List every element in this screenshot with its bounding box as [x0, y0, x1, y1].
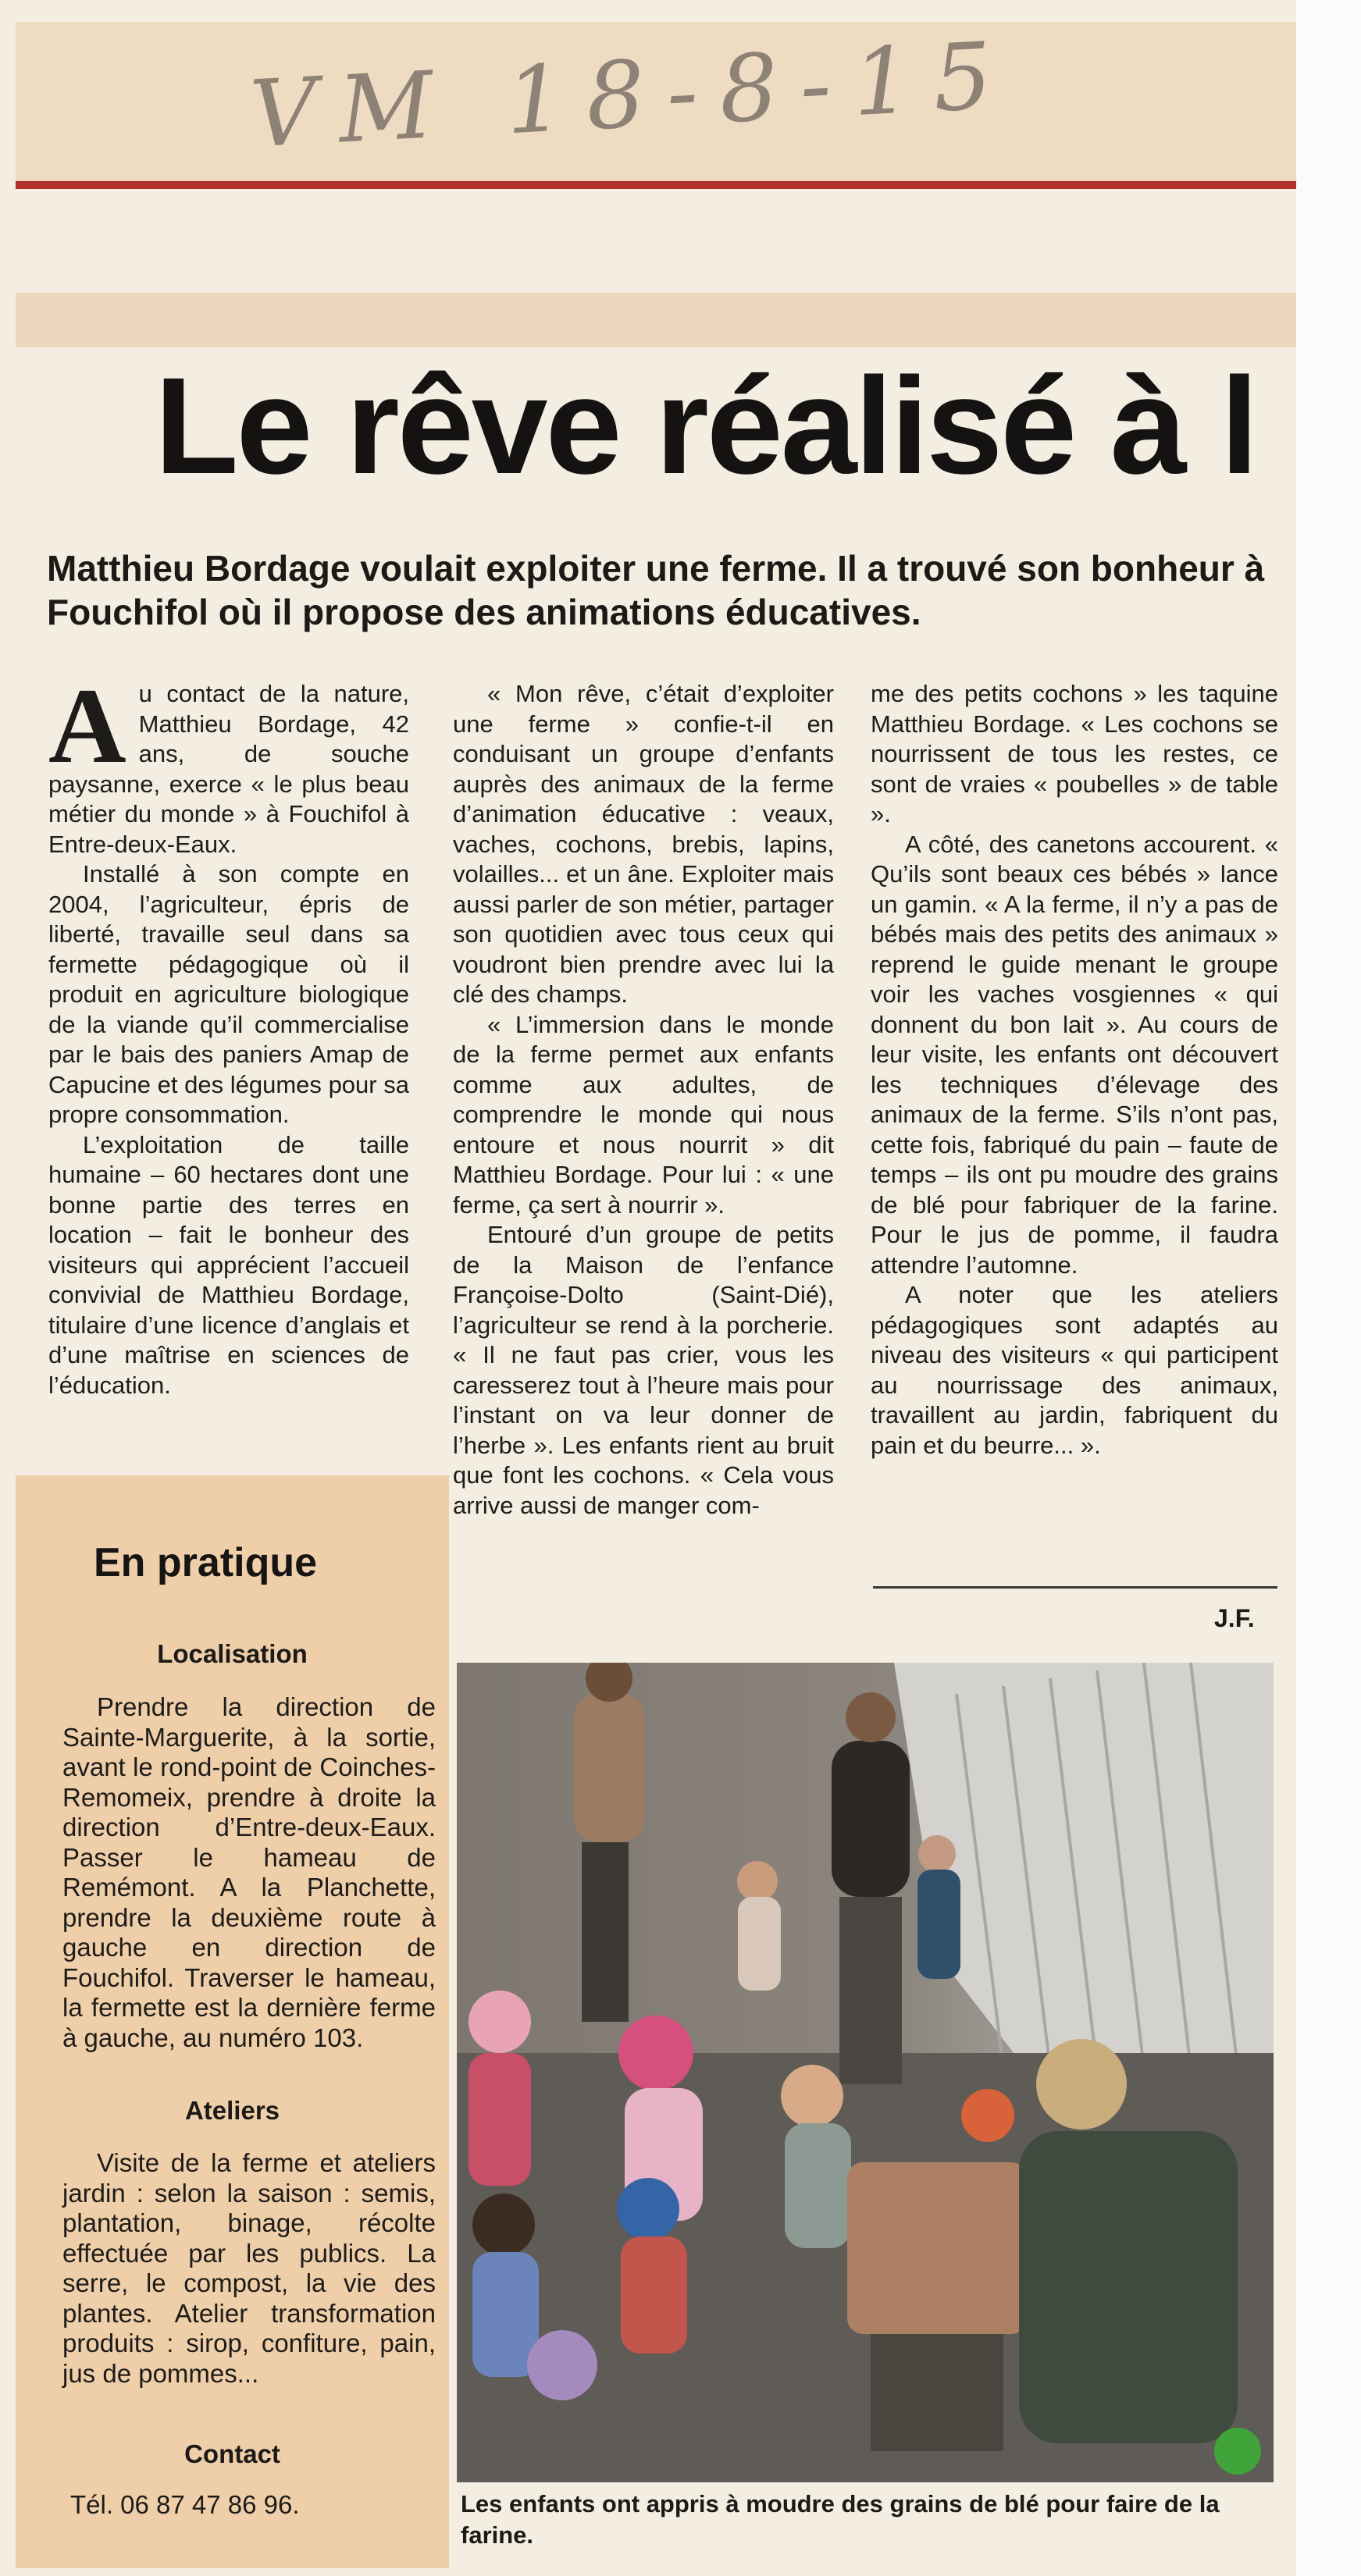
- sidebar-heading-contact: Contact: [184, 2439, 280, 2468]
- paragraph: [48, 666, 409, 859]
- sidebar-paragraph: Prendre la direction de Sainte-Marguerite, à la sortie, avant le rond-point de Coinches-Remomeix, prendre à droite la direction d’Entre-deux-Eaux. Passer le hameau de Remémont. A la Planchette, prendre la deuxième route à gauche en direction de Fouchifol. Traverser le hameau, la fermette est la dernière ferme à gauche, au numéro 103.: [62, 1692, 436, 2052]
- sidebar-title: En pratique: [94, 1540, 318, 1585]
- paragraph: me des petits cochons » les taquine Matthieu Bordage. « Les cochons se nourrissent de tous les restes, ce sont de vraies « poubelles » de table ».: [871, 680, 1278, 827]
- paragraph: A noter que les ateliers pédagogiques sont adaptés au niveau des visiteurs « qui participent au nourrissage des animaux, travaillent au jardin, fabriquent du pain et du beurre... ».: [871, 1281, 1278, 1459]
- author-signature: J.F.: [1214, 1604, 1255, 1632]
- paragraph: Installé à son compte en 2004, l’agriculteur, épris de liberté, travaille seul dans sa fermette pédagogique où il produit en agriculture biologique de la viande qu’il commercialise par le bais des paniers Amap de Capucine et des légumes pour sa propre consommation.: [48, 860, 409, 1128]
- paragraph: « Mon rêve, c’était d’exploiter une ferme » confie-t-il en conduisant un groupe d’enfants auprès des animaux de la ferme d’animation éducative : veaux, vaches, cochons, brebis, lapins, volailles... et un âne. Exploiter mais aussi parler de son métier, partager son quotidien avec tous ceux qui voudront bien prendre avec lui la clé des champs.: [453, 680, 834, 1008]
- sidebar-paragraph: Visite de la ferme et ateliers jardin : selon la saison : semis, plantation, binage, récolte effectuée par les publics. La serre, le compost, la vie des plantes. Atelier transformation produits : sirop, confiture, pain, jus de pommes...: [62, 2148, 436, 2388]
- paragraph-text: u contact de la nature, Matthieu Bordage, 42 ans, de souche paysanne, exerce « le plus beau métier du monde » à Fouchifol à Entre-deux-Eaux.: [48, 680, 409, 858]
- handwritten-date-note: VM 18-8-15: [248, 20, 1017, 169]
- page-header-band: [16, 293, 1296, 347]
- sidebar-heading-ateliers: Ateliers: [184, 2096, 280, 2125]
- signature-rule: [873, 1586, 1277, 1589]
- scan-margin: [1296, 0, 1361, 2576]
- headline: Le rêve réalisé à l: [155, 358, 1256, 495]
- paragraph: L’exploitation de taille humaine – 60 hectares dont une bonne partie des terres en location – fait le bonheur des visiteurs qui apprécient l’accueil convivial de Matthieu Bordage, titulaire d’une licence d’anglais et d’une maîtrise en sciences de l’éducation.: [48, 1130, 409, 1399]
- sidebar-heading-localisation: Localisation: [157, 1639, 308, 1668]
- sidebar-text-contact: [70, 2490, 444, 2521]
- photo-caption: Les enfants ont appris à moudre des grains de blé pour faire de la farine.: [461, 2490, 1220, 2549]
- article-column-2: [453, 679, 834, 1521]
- paragraph: Entouré d’un groupe de petits de la Maison de l’enfance Françoise-Dolto (Saint-Dié), l’agriculteur se rend à la porcherie. « Il ne faut pas crier, vous les caresserez tout à l’heure mais pour l’instant on va leur donner de l’herbe ». Les enfants rient au bruit que font les cochons. « Cela vous arrive aussi de manger com-: [453, 1221, 834, 1519]
- article-column-1: [48, 666, 409, 1400]
- farm-children-photo: [457, 1663, 1274, 2482]
- article-column-3: [871, 679, 1278, 1461]
- article-photo: [457, 1663, 1274, 2482]
- paragraph: « L’immersion dans le monde de la ferme permet aux enfants comme aux adultes, de comprendre le monde qui nous entoure et nous nourrit » dit Matthieu Bordage. Pour lui : « une ferme, ça sert à nourrir ».: [453, 1010, 834, 1219]
- sidebar-text-localisation: [62, 1692, 436, 2053]
- sidebar-text-ateliers: [62, 2148, 436, 2389]
- red-rule: [16, 181, 1296, 189]
- contact-phone: Tél. 06 87 47 86 96.: [70, 2490, 300, 2519]
- paragraph: A côté, des canetons accourent. « Qu’ils sont beaux ces bébés » lance un gamin. « A la ferme, il n’y a pas de bébés mais des petits des animaux » reprend le guide menant le groupe voir les vaches vosgiennes « qui donnent du bon lait ». Au cours de leur visite, les enfants ont découvert les techniques d’élevage des animaux de la ferme. S’ils n’ont pas, cette fois, fabriqué du pain – faute de temps – ils ont pu moudre des grains de blé pour fabriquer de la farine. Pour le jus de pomme, il faudra attendre l’automne.: [871, 830, 1278, 1279]
- drop-cap: A: [48, 666, 126, 785]
- deck: Matthieu Bordage voulait exploiter une ferme. Il a trouvé son bonheur à Fouchifol où il propose des animations éducatives.: [47, 548, 1265, 632]
